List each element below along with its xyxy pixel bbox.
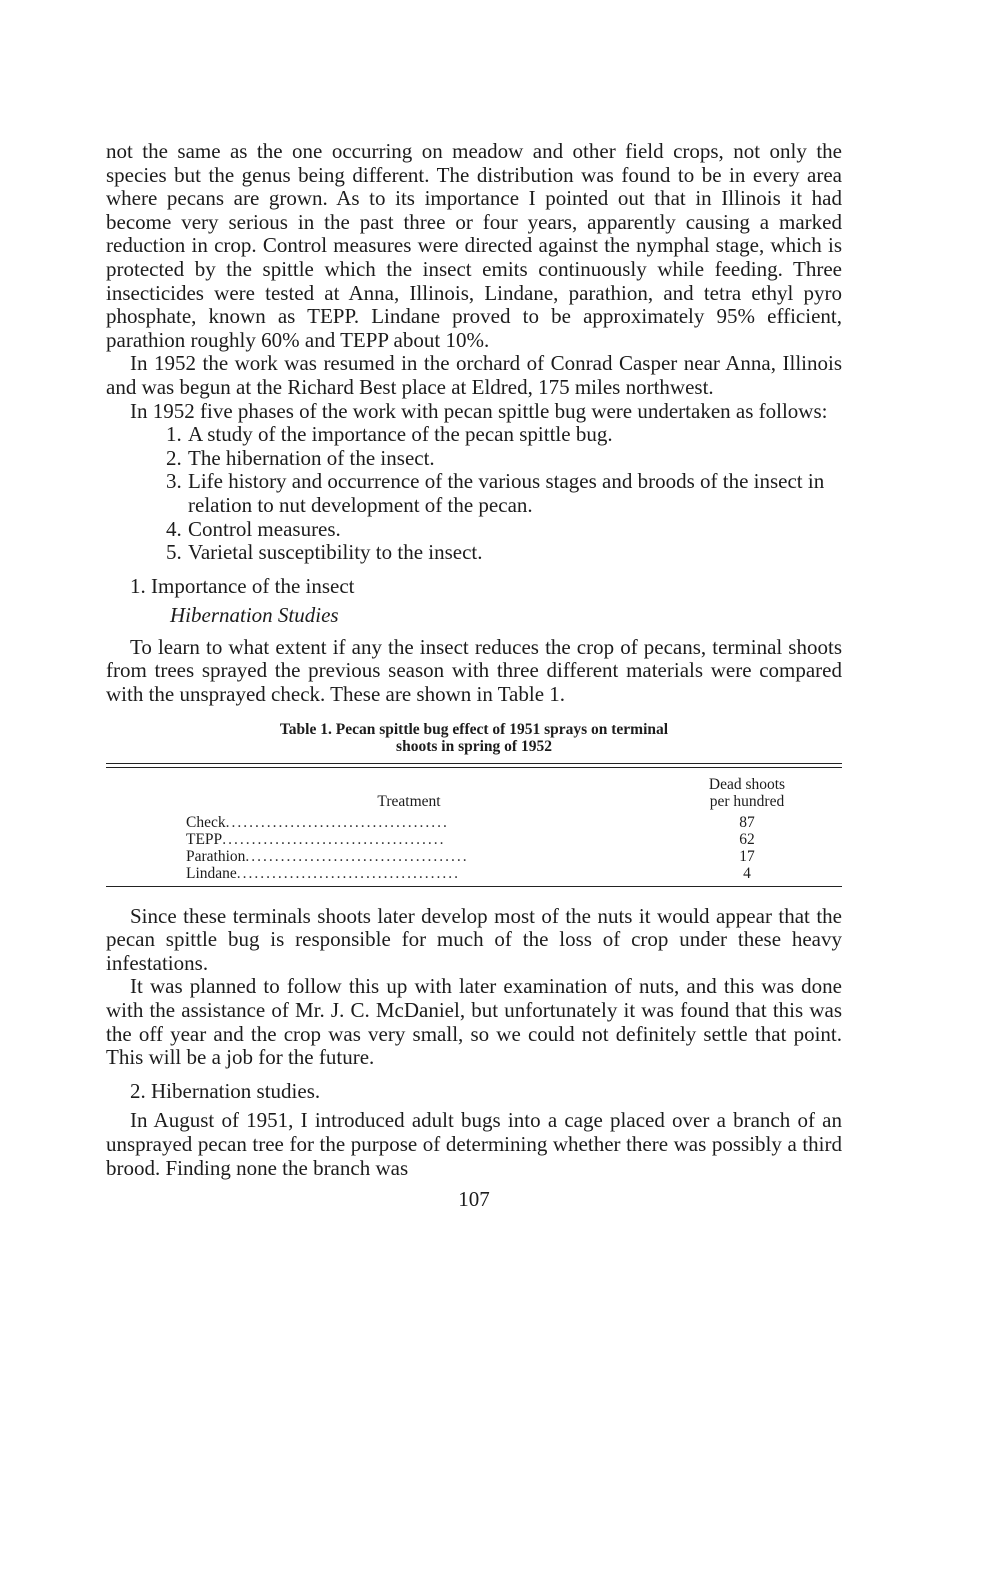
paragraph-examination: It was planned to follow this up with later examination of nuts, and this was done with the assistance of Mr. J. C. McDaniel, but unfortunately it was found that this was the off year and the crop was very small, so we could not definitely settle that point. This will be a job for the future. — [106, 974, 842, 1070]
page-number: 107 — [458, 1187, 490, 1212]
list-item: 1. A study of the importance of the pecan spittle bug. — [166, 422, 613, 447]
column-header-treatment: Treatment — [377, 792, 441, 810]
table-row: Check...................................... 87 — [186, 813, 755, 831]
subheading-hibernation-studies: Hibernation Studies — [170, 603, 339, 628]
table-bottom-rule — [106, 886, 842, 887]
table-row: Parathion...................................... 17 — [186, 847, 755, 865]
list-item: 2. The hibernation of the insect. — [166, 445, 435, 470]
document-page — [106, 140, 842, 1212]
phases-list — [106, 423, 842, 565]
paragraph-august-1951: In August of 1951, I introduced adult bugs into a cage placed over a branch of an unsprayed pecan tree for the purpose of determining whether there was possibly a third brood. Finding none the branch was — [106, 1108, 842, 1180]
paragraph-continuation: not the same as the one occurring on meadow and other field crops, not only the species but the genus being different. The distribution was found to be in every area where pecans are grown. As to its importance I pointed out that in Illinois it had become very serious in the past three or four years, apparently causing a marked reduction in crop. Control measures were directed against the nymphal stage, which is protected by the spittle which the insect emits continuously while feeding. Three insecticides were tested at Anna, Illinois, Lindane, parathion, and tetra ethyl pyro phosphate, known as TEPP. Lindane proved to be approximately 95% efficient, parathion roughly 60% and TEPP about 10%. — [106, 139, 842, 352]
table-row: TEPP...................................... 62 — [186, 830, 755, 848]
section-heading-importance: 1. Importance of the insect — [130, 573, 355, 598]
list-item: 5. Varietal susceptibility to the insect. — [166, 540, 483, 565]
list-item: 3. Life history and occurrence of the various stages and broods of the insect in relation to nut development of the pecan. — [166, 469, 825, 517]
paragraph-table-intro: To learn to what extent if any the insect reduces the crop of pecans, terminal shoots from trees sprayed the previous season with three different materials were compared with the unsprayed check. These are shown in Table 1. — [106, 634, 842, 707]
paragraph-terminal-shoots: Since these terminals shoots later develop most of the nuts it would appear that the pecan spittle bug is responsible for much of the loss of crop under these heavy infestations. — [106, 903, 842, 975]
column-header-dead-shoots: Dead shoots per hundred — [708, 775, 786, 810]
table-caption-line2: shoots in spring of 1952 — [396, 737, 552, 755]
list-item: 4. Control measures. — [166, 516, 341, 541]
table-caption-line1: Table 1. Pecan spittle bug effect of 1951 sprays on terminal — [279, 720, 669, 738]
table-row: Lindane...................................... 4 — [186, 864, 751, 882]
section-heading-hibernation: 2. Hibernation studies. — [130, 1078, 321, 1103]
spray-effect-table — [106, 768, 842, 886]
table-caption — [106, 721, 842, 755]
paragraph-five-phases: In 1952 five phases of the work with pecan spittle bug were undertaken as follows: — [130, 398, 828, 423]
paragraph-1952-resumed: In 1952 the work was resumed in the orchard of Conrad Casper near Anna, Illinois and was begun at the Richard Best place at Eldred, 175 miles northwest. — [106, 351, 842, 399]
